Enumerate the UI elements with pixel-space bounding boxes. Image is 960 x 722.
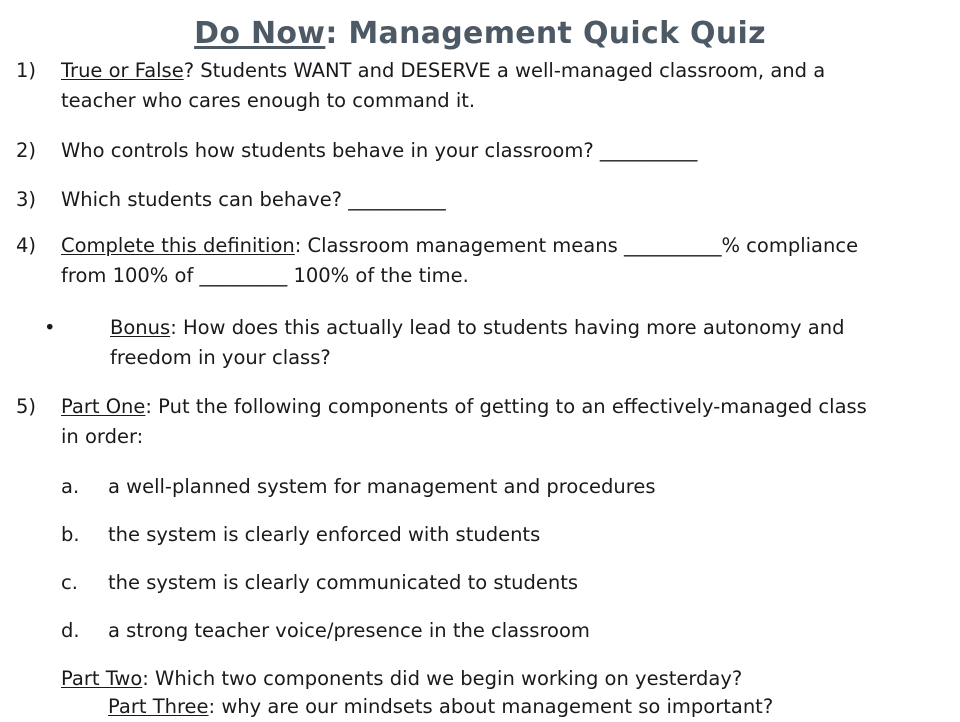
question-number: 4) xyxy=(16,234,37,257)
option-letter: c. xyxy=(61,571,78,594)
question-body xyxy=(61,56,825,116)
question-body xyxy=(110,313,844,373)
question-text: : How does this actually lead to students having more autonomy and xyxy=(170,316,845,339)
question-text-line2: from 100% of _________ 100% of the time. xyxy=(61,264,469,287)
title-rest: : Management Quick Quiz xyxy=(325,16,766,51)
question-text: : Classroom management means __________% compliance xyxy=(294,234,859,257)
option-text: the system is clearly communicated to students xyxy=(108,571,579,594)
bullet-icon: • xyxy=(44,316,56,339)
question-body xyxy=(61,392,867,452)
question-body xyxy=(61,231,858,291)
question-text: : Put the following components of getting to an effectively-managed class xyxy=(145,395,867,418)
question-text: ? Students WANT and DESERVE a well-managed classroom, and a xyxy=(183,59,826,82)
question-number: 3) xyxy=(16,188,37,211)
part-three-text: : why are our mindsets about management so important? xyxy=(208,695,774,718)
question-lead: Complete this definition xyxy=(61,234,295,257)
question-lead: Bonus xyxy=(110,316,171,339)
question-text-line2: freedom in your class? xyxy=(110,346,331,369)
option-text: the system is clearly enforced with students xyxy=(108,523,541,546)
question-number: 1) xyxy=(16,59,37,82)
question-number: 2) xyxy=(16,139,37,162)
option-letter: a. xyxy=(61,475,80,498)
part-three-lead: Part Three xyxy=(108,695,209,718)
title-do-now: Do Now xyxy=(194,16,326,51)
question-text-line2: in order: xyxy=(61,425,144,448)
question-number: 5) xyxy=(16,395,37,418)
part-two-lead: Part Two xyxy=(61,667,143,690)
page-title xyxy=(0,16,960,51)
question-text: Who controls how students behave in your classroom? __________ xyxy=(61,139,698,162)
question-lead: True or False xyxy=(61,59,184,82)
option-letter: b. xyxy=(61,523,80,546)
part-two-text: : Which two components did we begin working on yesterday? xyxy=(142,667,743,690)
question-text-line2: teacher who cares enough to command it. xyxy=(61,89,476,112)
question-lead: Part One xyxy=(61,395,146,418)
option-text: a strong teacher voice/presence in the classroom xyxy=(108,619,590,642)
question-text: Which students can behave? __________ xyxy=(61,188,446,211)
option-letter: d. xyxy=(61,619,80,642)
option-text: a well-planned system for management and procedures xyxy=(108,475,656,498)
